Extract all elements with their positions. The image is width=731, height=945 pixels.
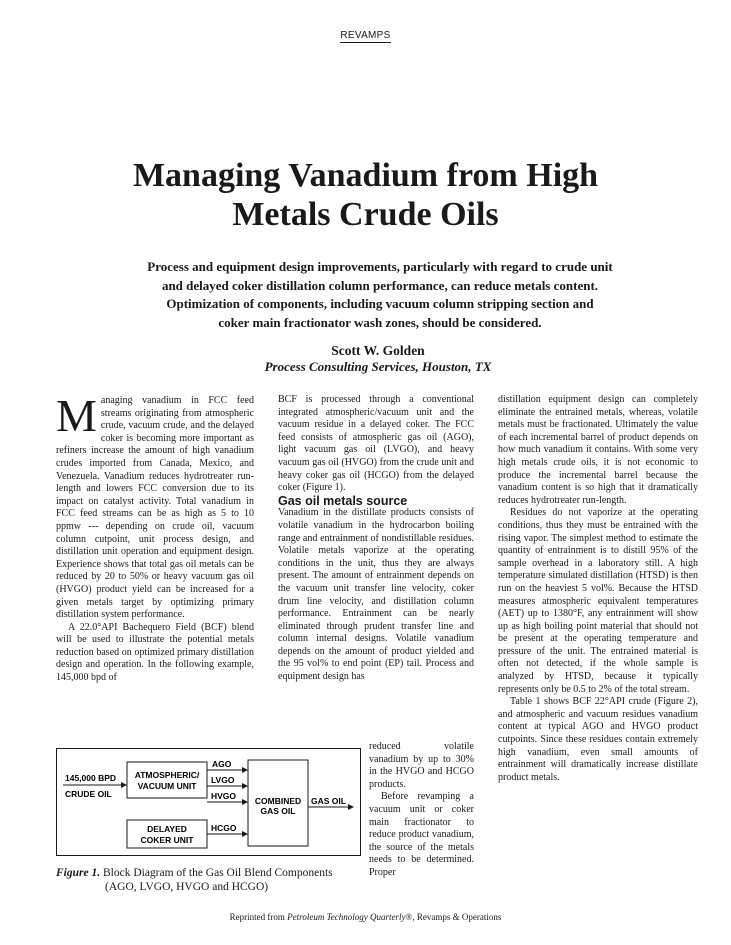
article-title — [40, 156, 691, 234]
caption-line-1: Block Diagram of the Gas Oil Blend Components — [102, 867, 333, 879]
paragraph-intro-text: anaging vanadium in FCC feed streams originating from atmospheric crude, vacuum crude, and the delayed coker is becoming more important as refiners increase the amount of high vanadium crudes imported from Canada, Mexico, and Venezuela. Vanadium reduces hydrotreater run-length and lowers FCC conversion due to its impact on catalyst activity. Total vanadium in FCC feed streams can be as high as 5 to 10 ppmw --- depending on crude oil, vacuum column cutpoint, unit process design, and distillation unit operation and equipment design. Experience shows that total gas oil metals can be reduced by 20 to 50% or heavy vacuum gas oil (HVGO) product yield can be increased for a given metals target by optimizing primary distillation system performance. — [56, 395, 254, 621]
caption-label: Figure 1. — [56, 867, 101, 879]
paragraph-distillation-design: distillation equipment design can completely eliminate the entrained metals, whereas, volatile metals must be fractionated. Ultimately the value of each incremental barrel of product depends on how much vanadium it contains. With some very high metals crude oils, it is not economic to produce the incremental barrel because the vanadium content is so high that it dramatically reduces hydrotreater run-length. — [498, 394, 698, 506]
title-line-1: Managing Vanadium from High — [132, 157, 599, 194]
column-2-continued — [369, 741, 474, 880]
section-tag — [0, 30, 731, 41]
footer-publication: Petroleum Technology Quarterly — [287, 912, 406, 922]
column-2 — [278, 394, 474, 684]
page-footer — [0, 912, 731, 922]
section-label: REVAMPS — [340, 30, 391, 41]
title-line-2: Metals Crude Oils — [232, 196, 499, 233]
atmospheric-vacuum-unit-box — [127, 762, 207, 798]
feed-name-label: CRUDE OIL — [65, 789, 112, 799]
deck-line-1: Process and equipment design improvements, particularly with regard to crude unit — [147, 259, 613, 274]
subheading-gas-oil-metals: Gas oil metals source — [278, 493, 408, 508]
column-3 — [498, 394, 698, 784]
drop-cap: M — [56, 390, 97, 441]
figure-1-caption — [56, 866, 366, 894]
paragraph-revamp: Before revamping a vacuum unit or coker main fractionator to reduce product vanadium, the source of the metals needs to be determined. Proper — [369, 791, 474, 878]
ago-label: AGO — [212, 759, 232, 769]
figure-1-block-diagram — [56, 748, 361, 856]
deck-line-4: coker main fractionator wash zones, should be considered. — [218, 314, 542, 330]
caption-line-2: (AGO, LVGO, HVGO and HCGO) — [105, 881, 269, 893]
deck-line-3: Optimization of components, including vacuum column stripping section and — [166, 296, 594, 311]
footer-suffix: ®, Revamps & Operations — [405, 912, 502, 922]
unit1-label-line1: ATMOSPHERIC/ — [134, 770, 200, 780]
paragraph-feed: BCF is processed through a conventional integrated atmospheric/vacuum unit and the vacuum residue in a delayed coker. The FCC feed consists of atmospheric gas oil (AGO), light vacuum gas oil (LVGO), and heavy vacuum gas oil (HVGO) from the crude unit and heavy coker gas oil (HCGO) from the delayed coker (Figure 1). — [278, 394, 474, 494]
gas-oil-output-label: GAS OIL — [311, 796, 346, 806]
footer-prefix: Reprinted from — [229, 912, 288, 922]
lvgo-label: LVGO — [211, 775, 235, 785]
paragraph-table-ref: Table 1 shows BCF 22°API crude (Figure 2), and atmospheric and vacuum residues vanadium content at typical AGO and HVGO product cutpoints. Since these residues contain extremely high vanadium, even small amounts of entrainment will dramatically increase distillate product metals. — [498, 696, 698, 783]
paragraph-volatile-reduction: reduced volatile vanadium by up to 30% in the HVGO and HCGO products. — [369, 741, 474, 790]
unit2-label-line1: DELAYED — [147, 824, 187, 834]
deck-line-2: and delayed coker distillation column performance, can reduce metals content. — [161, 277, 599, 293]
unit2-label-line2: COKER UNIT — [140, 835, 194, 845]
paragraph-intro — [56, 390, 254, 622]
paragraph-example: A 22.0°API Bachequero Field (BCF) blend will be used to illustrate the potential metals reduction based on optimized primary distillation design and operation. In the following example, 145,000 bpd of — [56, 621, 254, 684]
paragraph-residues: Residues do not vaporize at the operating conditions, thus they must be entrained with the rising vapor. The simplest method to estimate the quantity of entrainment is to distill 95% of the sample overhead in a laboratory still. A high temperature simulated distillation (HTSD) is then run on the heaviest 5 vol%. Because the HTSD measures atmospheric equivalent temperatures (AET) up to 1380°F, any entrainment will show up as high boiling point material that should not be present at the operating temperature and pressure of the unit. The entrained material is often not detected, if the whole sample is analyzed by HTSD, because it typically represents only be 0.5 to 2% of the total stream. — [498, 507, 698, 695]
author-name: Scott W. Golden — [331, 343, 425, 358]
column-1 — [56, 390, 254, 685]
hvgo-label: HVGO — [211, 791, 237, 801]
unit1-label-line2: VACUUM UNIT — [137, 781, 197, 791]
author-affiliation: Process Consulting Services, Houston, TX — [264, 359, 492, 374]
paragraph-vanadium-source: Vanadium in the distillate products consists of volatile vanadium in the hydrocarbon boiling range and entrainment of nondistillable residues. Volatile metals vaporize at the operating conditions in the unit, thus they are always present. The amount of entrainment depends on the vacuum unit transfer line velocity, coker drum line velocity, and distillation column performance. Entrainment can be nearly eliminated through prudent transfer line and column internal designs. Volatile vanadium depends on the amount of product yielded and the 95 vol% to end point (EP) tail. Process and equipment design has — [278, 507, 474, 683]
combined-label-line2: GAS OIL — [260, 806, 296, 816]
article-deck — [110, 258, 650, 332]
feed-rate-label: 145,000 BPD — [65, 773, 117, 783]
block-diagram — [56, 748, 361, 856]
hcgo-label: HCGO — [211, 823, 237, 833]
combined-label-line1: COMBINED — [254, 796, 302, 806]
